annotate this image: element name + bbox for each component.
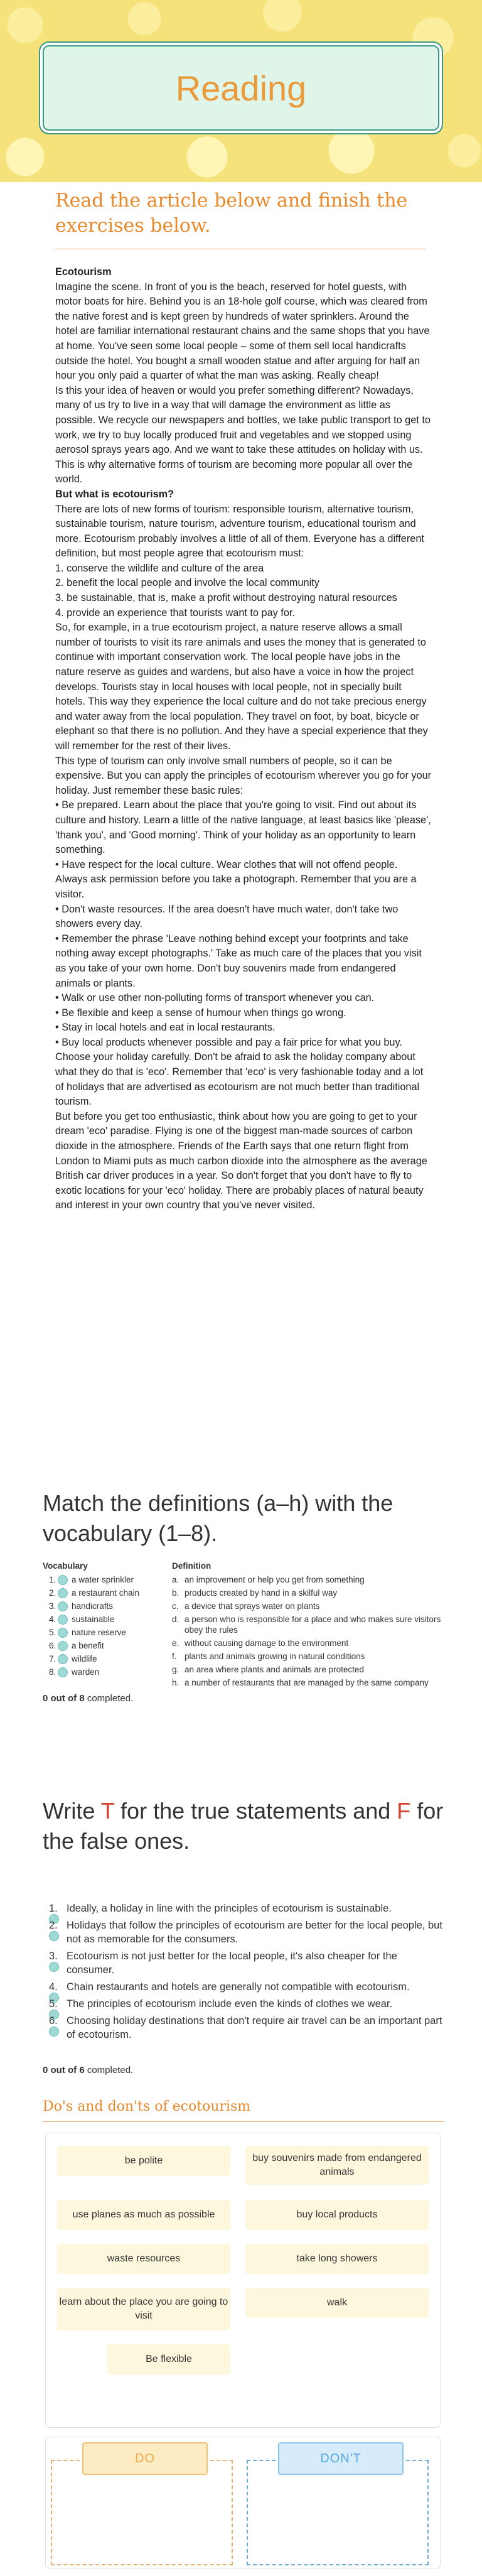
vocab-number: 4.: [49, 1615, 56, 1624]
statement-number: 6.: [49, 2015, 58, 2027]
definition-text: a person who is responsible for a place and who makes sure visitors obey the rules: [185, 1615, 441, 1635]
drop-target[interactable]: [58, 1628, 68, 1638]
definition-row[interactable]: [172, 1614, 448, 1635]
article-rule: • Be prepared. Learn about the place that you're going to visit. Find out about its culture and history. Learn a little of the native language, at least basics like 'please', 'thank you', and 'Good morning'. Think of your holiday as an opportunity to learn something.: [55, 799, 431, 856]
draggable-chip[interactable]: take long showers: [245, 2244, 429, 2274]
match-score: [43, 1693, 133, 1704]
vocab-word: warden: [72, 1667, 100, 1677]
statement-text: Chain restaurants and hotels are generally not compatible with ecotourism.: [67, 1981, 410, 1993]
true-letter: T: [100, 1798, 115, 1824]
vocab-number: 5.: [49, 1628, 56, 1637]
tf-drop-targets[interactable]: [49, 1962, 59, 1973]
truefalse-heading: [43, 1796, 444, 1856]
dosdonts-title: Do's and don'ts of ecotourism: [43, 2099, 251, 2114]
divider: [43, 2121, 444, 2122]
truefalse-score: [43, 2065, 133, 2075]
vocab-row: [43, 1613, 168, 1626]
vocab-word: wildlife: [72, 1654, 97, 1664]
vocab-number: 7.: [49, 1654, 56, 1664]
statement-number: 2.: [49, 1920, 58, 1931]
vocab-row: [43, 1652, 168, 1665]
article-paragraph: Imagine the scene. In front of you is the beach, reserved for hotel guests, with motor boats for hire. Behind you is an 18-hole golf course, which was cleared from the native forest and is kept green by hundreds of water sprinklers. Around the hotel are familiar international restaurant chains and the same shops that you have at home. You've seen some local people – some of them sell local handicrafts outside the hotel. You bought a small wooden statue and after arguing for half an hour you only paid a quarter of what the man was asking. Really cheap!: [55, 281, 430, 382]
drop-target[interactable]: [58, 1575, 68, 1585]
definition-text: an area where plants and animals are protected: [185, 1665, 364, 1674]
header-banner: [0, 0, 482, 182]
vocabulary-header: Vocabulary: [43, 1561, 88, 1571]
vocab-word: a benefit: [72, 1641, 104, 1650]
vocab-row: [43, 1626, 168, 1639]
score-count: 0 out of 6: [43, 2065, 85, 2075]
heading-text: for the false ones.: [43, 1798, 444, 1854]
dont-ribbon: DON'T: [278, 2442, 404, 2475]
statement-item: [43, 1997, 444, 2011]
article-rule: • Walk or use other non-polluting forms of transport whenever you can.: [55, 992, 375, 1004]
article-heading: Ecotourism: [55, 266, 112, 278]
false-letter: F: [397, 1798, 411, 1824]
article-paragraph: But before you get too enthusiastic, think about how you are going to get to your dream 'eco' paradise. Flying is one of the biggest man-made sources of carbon dioxide in the atmosphere. Friends of the Earth says that one return flight from London to Miami puts as much carbon dioxide into the atmosphere as the average British car driver produces in a year. So don't forget that you don't have to fly to exotic locations for your 'eco' holiday. There are probably places of natural beauty and interest in your own country that you've never visited.: [55, 1110, 427, 1211]
article-rule: • Don't waste resources. If the area doesn't have much water, don't take two showers every day.: [55, 903, 399, 930]
definition-row[interactable]: [172, 1677, 448, 1688]
drop-target[interactable]: [49, 1962, 59, 1972]
article-list-item: 1. conserve the wildlife and culture of the area: [55, 562, 264, 574]
statement-number: 3.: [49, 1951, 58, 1962]
drop-target[interactable]: [58, 1641, 68, 1651]
draggable-chip[interactable]: buy local products: [245, 2200, 429, 2230]
page-title: Reading: [175, 68, 307, 108]
definition-row[interactable]: [172, 1601, 448, 1611]
definition-text: plants and animals growing in natural conditions: [185, 1652, 365, 1661]
statement-text: Choosing holiday destinations that don't require air travel can be an important part of ecotourism.: [67, 2015, 442, 2040]
draggable-chip[interactable]: waste resources: [57, 2244, 230, 2274]
heading-text: Write: [43, 1798, 101, 1824]
drop-target[interactable]: [58, 1588, 68, 1598]
statement-number: 4.: [49, 1981, 58, 1993]
definition-column: [172, 1561, 448, 1691]
vocabulary-column: [43, 1561, 168, 1679]
vocab-number: 6.: [49, 1641, 56, 1650]
definition-row[interactable]: [172, 1574, 448, 1585]
vocab-number: 8.: [49, 1667, 56, 1677]
statement-item: [43, 1949, 444, 1977]
definition-header: Definition: [172, 1561, 212, 1571]
draggable-chip[interactable]: be polite: [57, 2146, 230, 2176]
drop-zones: [45, 2437, 441, 2568]
definition-letter: f.: [172, 1652, 177, 1661]
definition-row[interactable]: [172, 1651, 448, 1662]
statement-item: [43, 1902, 444, 1915]
draggable-chip[interactable]: walk: [245, 2288, 429, 2318]
draggable-chip[interactable]: learn about the place you are going to visit: [57, 2288, 230, 2330]
statement-text: Ideally, a holiday in line with the principles of ecotourism is sustainable.: [67, 1903, 392, 1914]
drop-target[interactable]: [49, 2027, 59, 2037]
draggable-chip[interactable]: buy souvenirs made from endangered animals: [245, 2146, 429, 2185]
vocab-row: [43, 1665, 168, 1679]
definition-letter: e.: [172, 1638, 179, 1648]
article-rule: • Be flexible and keep a sense of humour when things go wrong.: [55, 1007, 346, 1019]
article-rule: • Buy local products whenever possible and pay a fair price for what you buy.: [55, 1036, 402, 1048]
article-rule: • Remember the phrase 'Leave nothing behind except your footprints and take nothing away except photographs.' Take as much care of the places that you visit as you take of your own home. Don't buy souvenirs made from endangered animals or plants.: [55, 933, 422, 989]
score-count: 0 out of 8: [43, 1693, 85, 1704]
drop-target[interactable]: [49, 1931, 59, 1941]
article-paragraph: Choose your holiday carefully. Don't be afraid to ask the holiday company about what they do that is 'eco'. Remember that 'eco' is very fashionable today and a lot of holidays that are advertised as ecotourism are not much better than traditional tourism.: [55, 1051, 424, 1108]
vocab-word: handicrafts: [72, 1601, 114, 1611]
vocab-word: a restaurant chain: [72, 1588, 140, 1598]
do-drop-zone[interactable]: [51, 2460, 233, 2565]
vocab-word: sustainable: [72, 1615, 115, 1624]
vocab-number: 1.: [49, 1575, 56, 1584]
vocab-number: 2.: [49, 1588, 56, 1598]
article-subheading: But what is ecotourism?: [55, 488, 174, 500]
score-suffix: completed.: [84, 2065, 134, 2075]
dosdonts-chip-bank: [45, 2133, 441, 2428]
title-card: [43, 45, 439, 131]
drop-target[interactable]: [58, 1615, 68, 1625]
intro-instruction: Read the article below and finish the exercises below.: [55, 190, 408, 237]
vocab-row: [43, 1586, 168, 1599]
definition-text: products created by hand in a skilful way: [185, 1588, 338, 1598]
article-paragraph: There are lots of new forms of tourism: responsible tourism, alternative tourism, sustainable tourism, nature tourism, adventure tourism, educational tourism and more. Ecotourism probably involves a little of all of them. Everyone has a different definition, but most people agree that ecotourism must:: [55, 503, 424, 560]
article-list-item: 3. be sustainable, that is, make a profit without destroying natural resources: [55, 592, 397, 604]
article: [55, 265, 432, 1213]
definition-row[interactable]: [172, 1588, 448, 1598]
score-suffix: completed.: [84, 1693, 134, 1704]
article-list-item: 2. benefit the local people and involve the local community: [55, 577, 319, 589]
definition-letter: c.: [172, 1601, 179, 1611]
definition-letter: a.: [172, 1575, 179, 1584]
definition-text: without causing damage to the environment: [185, 1638, 349, 1648]
definition-letter: h.: [172, 1678, 179, 1687]
drop-target[interactable]: [58, 1667, 68, 1677]
statement-text: Holidays that follow the principles of ecotourism are better for the local people, but not as memorable for the consumers.: [67, 1920, 442, 1945]
tf-drop-targets[interactable]: [49, 2027, 59, 2037]
vocab-word: a water sprinkler: [72, 1575, 134, 1584]
statement-item: [43, 2014, 444, 2042]
article-rule: • Have respect for the local culture. Wear clothes that will not offend people. Always ask permission before you take a photograph. Remember that you are a visitor.: [55, 858, 417, 900]
definition-row[interactable]: [172, 1664, 448, 1675]
article-paragraph: So, for example, in a true ecotourism project, a nature reserve allows a small number of tourists to visit its rare animals and uses the money that is generated to continue with important conservation work. The local people have jobs in the nature reserve as guides and wardens, but also have a voice in how the project develops. Tourists stay in local houses with local people, not in specially built hotels. This way they experience the local culture and do not take precious energy and water away from the local population. They travel on foot, by boat, bicycle or elephant so that there is no pollution. And they have a special experience that they will remember for the rest of their lives.: [55, 622, 428, 752]
statement-text: Ecotourism is not just better for the local people, it's also cheaper for the consumer.: [67, 1951, 397, 1976]
vocab-row: [43, 1639, 168, 1652]
statement-text: The principles of ecotourism include even the kinds of clothes we wear.: [67, 1998, 393, 2010]
definition-text: a number of restaurants that are managed by the same company: [185, 1678, 429, 1687]
vocab-word: nature reserve: [72, 1628, 127, 1637]
definition-text: an improvement or help you get from something: [185, 1575, 365, 1584]
article-rule: • Stay in local hotels and eat in local restaurants.: [55, 1022, 276, 1034]
article-list-item: 4. provide an experience that tourists want to pay for.: [55, 607, 295, 619]
definition-letter: b.: [172, 1588, 179, 1598]
tf-drop-targets[interactable]: [49, 1931, 59, 1942]
statement-item: [43, 1918, 444, 1946]
heading-text: for the true statements and: [114, 1798, 397, 1824]
article-paragraph: This type of tourism can only involve small numbers of people, so it can be expensive. But you can apply the principles of ecotourism wherever you go for your holiday. Just remember these basic rules:: [55, 755, 432, 796]
article-paragraph: Is this your idea of heaven or would you prefer something different? Nowadays, many of us try to live in a way that will damage the environment as little as possible. We recycle our newspapers and bottles, we take public transport to get to work, we try to buy locally produced fruit and vegetables and we stopped using aerosol sprays years ago. And we want to take these attitudes on holiday with us. This is why alternative forms of tourism are becoming more popular all over the world.: [55, 384, 431, 485]
vocab-row: [43, 1573, 168, 1586]
drop-target[interactable]: [58, 1601, 68, 1611]
definition-row[interactable]: [172, 1638, 448, 1648]
do-ribbon: DO: [82, 2442, 208, 2475]
truefalse-list: [43, 1902, 444, 2045]
vocab-number: 3.: [49, 1601, 56, 1611]
statement-item: [43, 1980, 444, 1994]
definition-letter: d.: [172, 1615, 179, 1624]
draggable-chip[interactable]: use planes as much as possible: [57, 2200, 230, 2230]
draggable-chip[interactable]: Be flexible: [107, 2344, 230, 2374]
definition-text: a device that sprays water on plants: [185, 1601, 320, 1611]
match-heading: Match the definitions (a–h) with the vocabulary (1–8).: [43, 1490, 394, 1546]
definition-letter: g.: [172, 1665, 179, 1674]
statement-number: 1.: [49, 1903, 58, 1914]
dont-drop-zone[interactable]: [247, 2460, 429, 2565]
drop-target[interactable]: [58, 1654, 68, 1664]
statement-number: 5.: [49, 1998, 58, 2010]
vocab-row: [43, 1599, 168, 1613]
